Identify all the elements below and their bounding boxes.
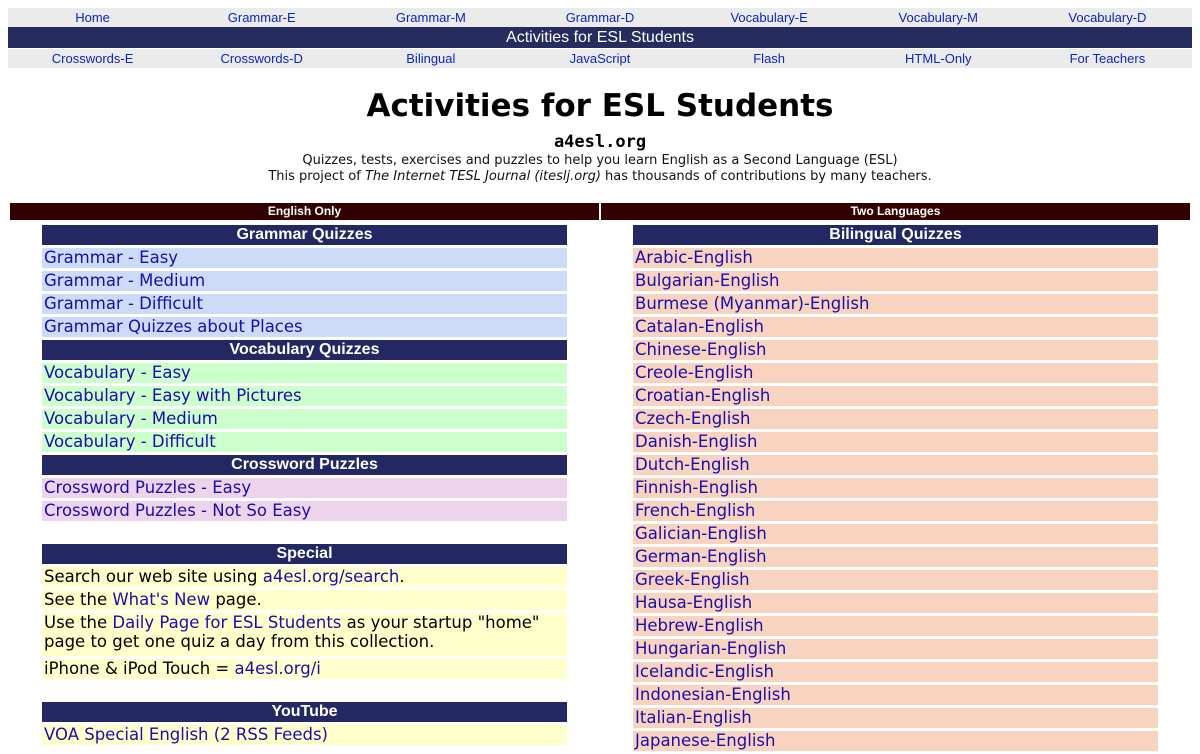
list-item [42,478,567,498]
list-item [42,363,567,383]
vocabulary-difficult-link[interactable]: Vocabulary - Difficult [44,432,216,451]
nav-grammar-d[interactable]: Grammar-D [565,10,635,25]
bilingual-link[interactable]: Danish-English [635,432,758,451]
list-item [42,567,567,587]
search-text: Search our web site using [44,567,263,586]
list-item [42,271,567,291]
list-item [633,616,1158,636]
nav-javascript[interactable]: JavaScript [569,51,631,66]
bilingual-link[interactable]: Icelandic-English [635,662,774,681]
list-item [633,386,1158,406]
list-item [633,593,1158,613]
whats-new-link[interactable]: What's New [112,590,211,609]
list-item [633,455,1158,475]
bilingual-link[interactable]: Creole-English [635,363,754,382]
list-item [633,639,1158,659]
vocabulary-quizzes-heading: Vocabulary Quizzes [42,340,567,360]
bilingual-link[interactable]: Hausa-English [635,593,753,612]
bilingual-link[interactable]: Hebrew-English [635,616,764,635]
bilingual-link[interactable]: Galician-English [635,524,767,543]
daily-post: as your startup "home" page to get one quiz a day from this collection. [44,613,540,651]
daily-text: Use the [44,613,113,632]
nav-html-only[interactable]: HTML-Only [905,51,972,66]
nav-vocabulary-d[interactable]: Vocabulary-D [1068,10,1147,25]
column-header-english-only: English Only [10,203,599,220]
vocabulary-medium-link[interactable]: Vocabulary - Medium [44,409,218,428]
bilingual-list [633,248,1158,751]
bilingual-link[interactable]: Indonesian-English [635,685,791,704]
youtube-heading: YouTube [42,702,567,722]
bilingual-link[interactable]: Greek-English [635,570,750,589]
list-item [633,317,1158,337]
list-item [633,432,1158,452]
bilingual-link[interactable]: Catalan-English [635,317,764,336]
nav-vocabulary-e[interactable]: Vocabulary-E [730,10,808,25]
grammar-places-link[interactable]: Grammar Quizzes about Places [44,317,303,336]
bilingual-link[interactable]: Italian-English [635,708,752,727]
list-item [633,363,1158,383]
new-post: page. [210,590,262,609]
list-item [633,478,1158,498]
search-link[interactable]: a4esl.org/search [262,567,400,586]
nav-bilingual[interactable]: Bilingual [406,51,456,66]
bilingual-quizzes-heading: Bilingual Quizzes [633,225,1158,245]
two-languages-column [633,225,1158,754]
new-text: See the [44,590,113,609]
bilingual-link[interactable]: Hungarian-English [635,639,787,658]
page-intro [0,153,1200,185]
list-item [633,294,1158,314]
crossword-not-so-easy-link[interactable]: Crossword Puzzles - Not So Easy [44,501,312,520]
list-item [633,685,1158,705]
list-item [633,271,1158,291]
grammar-easy-link[interactable]: Grammar - Easy [44,248,179,267]
site-name: a4esl.org [553,132,647,152]
project-pre: This project of [268,169,365,184]
bilingual-link[interactable]: Dutch-English [635,455,750,474]
list-item [42,659,567,679]
list-item [42,501,567,521]
nav-crosswords-e[interactable]: Crosswords-E [51,51,134,66]
iphone-link[interactable]: a4esl.org/i [234,659,321,678]
list-item [42,409,567,429]
nav-home[interactable]: Home [75,10,110,25]
crossword-easy-link[interactable]: Crossword Puzzles - Easy [44,478,252,497]
project-line [0,169,1200,185]
journal-name: The Internet TESL Journal (iteslj.org) [364,169,601,184]
list-item [633,524,1158,544]
bilingual-link[interactable]: Chinese-English [635,340,767,359]
bilingual-link[interactable]: Croatian-English [635,386,771,405]
list-item [42,386,567,406]
vocabulary-easy-pictures-link[interactable]: Vocabulary - Easy with Pictures [44,386,302,405]
crossword-puzzles-heading: Crossword Puzzles [42,455,567,475]
list-item [42,613,567,656]
top-nav [8,8,1192,27]
grammar-quizzes-heading: Grammar Quizzes [42,225,567,245]
nav-flash[interactable]: Flash [753,51,786,66]
page-title: Activities for ESL Students [366,88,834,124]
special-heading: Special [42,544,567,564]
grammar-difficult-link[interactable]: Grammar - Difficult [44,294,203,313]
list-item [42,294,567,314]
daily-page-link[interactable]: Daily Page for ESL Students [112,613,342,632]
list-item [633,570,1158,590]
list-item [42,590,567,610]
list-item [42,432,567,452]
grammar-medium-link[interactable]: Grammar - Medium [44,271,206,290]
search-post: . [399,567,405,586]
bilingual-link[interactable]: Finnish-English [635,478,758,497]
vocabulary-easy-link[interactable]: Vocabulary - Easy [44,363,191,382]
list-item [42,248,567,268]
tagline: Quizzes, tests, exercises and puzzles to help you learn English as a Second Language (ESL) [302,153,898,168]
list-item [633,340,1158,360]
list-item [633,501,1158,521]
list-item [633,248,1158,268]
bilingual-link[interactable]: Czech-English [635,409,751,428]
bilingual-link[interactable]: French-English [635,501,756,520]
spacer [42,682,567,702]
list-item [633,547,1158,567]
nav-vocabulary-m[interactable]: Vocabulary-M [898,10,979,25]
list-item [42,725,567,745]
column-header-two-languages: Two Languages [601,203,1190,220]
project-post: has thousands of contributions by many teachers. [600,169,932,184]
iphone-text: iPhone & iPod Touch = [44,659,235,678]
voa-link[interactable]: VOA Special English (2 RSS Feeds) [44,725,328,744]
nav-title-bar: Activities for ESL Students [8,27,1192,48]
bottom-nav [8,49,1192,68]
list-item [633,731,1158,751]
list-item [633,708,1158,728]
list-item [42,317,567,337]
bilingual-link[interactable]: Japanese-English [635,731,776,750]
bilingual-link[interactable]: Bulgarian-English [635,271,780,290]
list-item [633,409,1158,429]
bilingual-link[interactable]: German-English [635,547,767,566]
nav-for-teachers[interactable]: For Teachers [1069,51,1146,66]
bilingual-link[interactable]: Burmese (Myanmar)-English [635,294,870,313]
spacer [42,524,567,544]
english-only-column [42,225,567,748]
nav-grammar-m[interactable]: Grammar-M [395,10,466,25]
bilingual-link[interactable]: Arabic-English [635,248,753,267]
list-item [633,662,1158,682]
nav-crosswords-d[interactable]: Crosswords-D [220,51,303,66]
nav-grammar-e[interactable]: Grammar-E [227,10,296,25]
